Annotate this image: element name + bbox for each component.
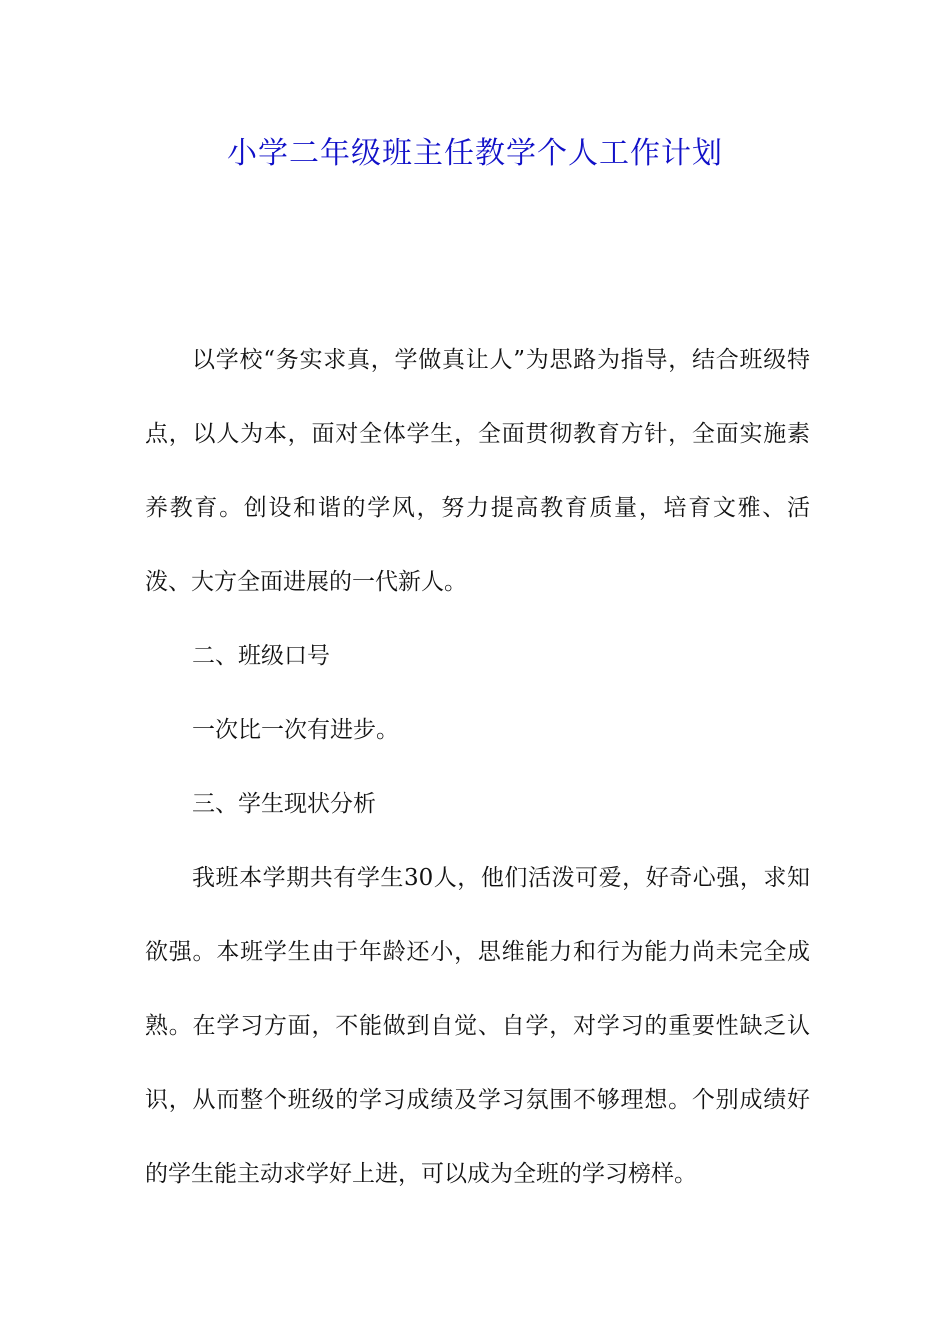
student-analysis-paragraph: 我班本学期共有学生30人，他们活泼可爱，好奇心强，求知欲强。本班学生由于年龄还小，思维能力和行为能力尚未完全成熟。在学习方面，不能做到自觉、自学，对学习的重要性缺乏认识，从而整个班级的学习成绩及学习氛围不够理想。个别成绩好的学生能主动求学好上进，可以成为全班的学习榜样。 (145, 865, 810, 1187)
section-heading-class-slogan: 二、班级口号 (192, 643, 330, 669)
section-heading-student-analysis: 三、学生现状分析 (192, 791, 376, 817)
class-slogan-paragraph: 一次比一次有进步。 (192, 717, 399, 743)
document-title: 小学二年级班主任教学个人工作计划 (227, 136, 723, 171)
document-body (145, 323, 810, 1211)
intro-paragraph: 以学校“务实求真，学做真让人”为思路为指导，结合班级特点，以人为本，面对全体学生，全面贯彻教育方针，全面实施素养教育。创设和谐的学风，努力提高教育质量，培育文雅、活泼、大方全面进展的一代新人。 (145, 347, 810, 595)
